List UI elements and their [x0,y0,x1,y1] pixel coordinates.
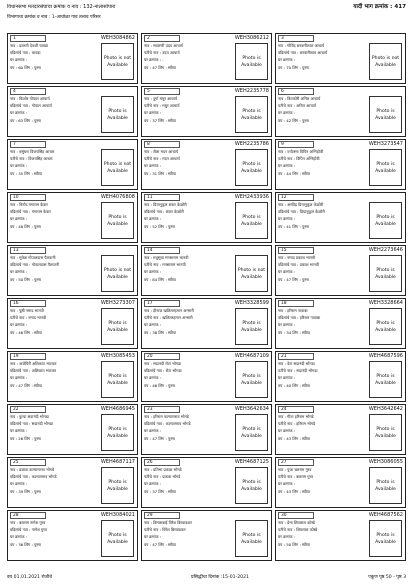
voter-age-gender: वय : 47 लिंग : स्त्रीया [10,383,42,388]
voter-relation-name: पतीचे नाव : नमाद भानवी [10,315,47,320]
voter-house-number: घर क्रमांक : [144,534,161,539]
voter-serial-number: 13 [10,247,46,254]
voter-serial-number: 24 [278,406,314,413]
voter-age-gender: वय : 37 लिंग : स्त्रीया [144,489,176,494]
voter-photo-placeholder: Photo is Available [101,361,134,398]
voter-relation-name: पतीचे नाव : शिवलाल कोस्डे [278,527,318,532]
voter-card [275,33,406,84]
voter-house-number: घर क्रमांक : - [144,57,164,62]
voter-age-gender: वय : 38 लिंग : स्त्रीया [144,330,176,335]
voter-name: नाव : प्रकाश कल्याणराव भोगडे [10,467,55,472]
voter-relation-name: वडिलांचे नाव : हरिराम नावाबा [278,315,321,320]
voter-relation-name: वडिलांचे नाव : रोटा भोगडा [144,368,182,373]
voter-epic-id: WEH3328664 [368,300,403,306]
voter-name: नाव : किशोर गोपाल आचार्य [10,96,50,101]
voter-name: नाव : दुर्गा मधुर आचार्य [144,96,177,101]
voter-photo-placeholder: Photo is Available [101,520,134,557]
voter-serial-number: 1 [10,35,46,42]
voter-house-number: घर क्रमांक : [10,110,27,115]
voter-serial-number: 6 [278,88,314,95]
footer-page-count: एकूण पृष्ठ 50 - पृष्ठ 3 [368,575,406,580]
voter-photo-placeholder: Photo is Available [101,414,134,451]
voter-photo-placeholder: Photo is Available [235,467,268,504]
voter-epic-id: WEH4687109 [234,353,269,359]
voter-epic-id: WEH3084021 [100,512,135,518]
voter-relation-name: पतीचे नाव : उदय आचार्य [144,50,180,55]
voter-photo-placeholder: Photo is Available [235,96,268,133]
voter-house-number: घर क्रमांक : [10,163,27,168]
voter-age-gender: वय : 50 लिंग : पुरुष [10,277,41,282]
footer-publication-date: प्रसिद्धीचा दिनांक :15-01-2021 [191,575,249,580]
voter-relation-name: वडिलांचे नाव : अशिकांत भाटकर [10,368,57,373]
voter-card [7,86,138,137]
voter-age-gender: वय : 41 लिंग : पुरुष [278,224,309,229]
voter-serial-number: 3 [278,35,314,42]
voter-photo-placeholder: Photo is not Available [101,149,134,186]
voter-house-number: घर क्रमांक : [278,534,295,539]
voter-photo-placeholder: Photo is Available [369,467,402,504]
voter-card [7,510,138,561]
voter-photo-placeholder: Photo is Available [101,202,134,239]
voter-photo-placeholder: Photo is not Available [101,43,134,80]
voter-epic-id: WEH4687117 [100,459,135,465]
voter-name: नाव : दशरती देवजी चावडा [10,43,48,48]
voter-serial-number: 26 [144,459,180,466]
voter-house-number: घर क्रमांक : [10,428,27,433]
voter-house-number: घर क्रमांक : [144,269,161,274]
voter-serial-number: 21 [278,353,314,360]
voter-relation-name: वडिलांचे नाव : गोपालदास पैलवानी [10,262,59,267]
voter-epic-id: WEH3086212 [234,35,269,41]
voter-house-number: घर क्रमांक : [10,322,27,327]
voter-card [275,139,406,190]
voter-serial-number: 25 [10,459,46,466]
voter-house-number: घर क्रमांक : [278,57,295,62]
voter-age-gender: वय : 46 लिंग : स्त्रीया [10,330,42,335]
voter-epic-id: WEH2235786 [234,141,269,147]
voter-age-gender: वय : 31 लिंग : स्त्रीया [144,171,176,176]
voter-relation-name: वडिलांचे नाव : प्रकाश भानवी [278,262,319,267]
voter-house-number: घर क्रमांक : [278,375,295,380]
voter-photo-placeholder: Photo is Available [235,520,268,557]
voter-name: नाव : हरिराम नावाबा [278,308,308,313]
voter-photo-placeholder: Photo is Available [369,361,402,398]
voter-age-gender: वय : 50 लिंग : स्त्रीया [278,542,310,547]
voter-card [141,245,272,296]
voter-name: नाव : हरिराम कल्याणराव भोगडे [144,414,189,419]
voter-relation-name: पतीचे नाव : मदन आचार्य [144,156,180,161]
voter-card [275,404,406,455]
footer-age-note: वय 01.01.2021 रोजीचे [7,575,53,580]
voter-house-number: घर क्रमांक : [144,216,161,221]
voter-card [275,457,406,508]
voter-epic-id: WEH2433936 [234,194,269,200]
voter-epic-id: WEH4687562 [368,512,403,518]
voter-serial-number: 10 [10,194,46,201]
voter-card-grid [7,33,406,563]
voter-house-number: घर क्रमांक : [10,57,27,62]
voter-name: नाव : अरविंद्र प्रियानुकूल केळोरी [278,202,324,207]
voter-name: नाव : प्रेमा शिवलाल कोस्डे [278,520,315,525]
voter-relation-name: वडिलांचे नाव : बनवारीलाल आचार्य [278,50,328,55]
voter-house-number: घर क्रमांक : [144,163,161,168]
voter-relation-name: पतीचे नाव : विपिन अग्निहोत्री [278,156,320,161]
voter-house-number: घर क्रमांक : [278,322,295,327]
voter-epic-id: WEH4076808 [100,194,135,200]
voter-name: नाव : वसुंधरा विजयसिंह आचरा [10,149,55,154]
voter-relation-name: वडिलांचे नाव : शंकर केळोरी [144,209,184,214]
voter-epic-id: WEH3642634 [234,406,269,412]
voter-serial-number: 14 [144,247,180,254]
voter-age-gender: वय : 36 लिंग : पुरुष [10,542,41,547]
voter-relation-name: पतीचे नाव : विरेश बिरवाडकर [144,527,186,532]
voter-name: नाव : प्रियानुकूल शंकर केळोरी [144,202,187,207]
voter-photo-placeholder: Photo is not Available [369,43,402,80]
voter-serial-number: 8 [144,141,180,148]
voter-house-number: घर क्रमांक : [10,481,27,486]
voter-house-number: घर क्रमांक : [278,481,295,486]
voter-card [141,404,272,455]
voter-age-gender: वय : 63 लिंग : पुरुष [10,118,41,123]
voter-card [7,245,138,296]
voter-relation-name: पतीचे नाव : खलिलरहमान अन्सारी [144,315,193,320]
voter-serial-number: 11 [144,194,180,201]
voter-house-number: घर क्रमांक : [278,216,295,221]
voter-epic-id: WEH3273307 [100,300,135,306]
voter-card [7,192,138,243]
voter-house-number: घर क्रमांक : [10,534,27,539]
voter-name: नाव : विमलाबाई विरेश बिरवाडकर [144,520,192,525]
voter-age-gender: वय : 42 लिंग : पुरुष [278,118,309,123]
voter-photo-placeholder: Photo is Available [235,149,268,186]
voter-house-number: घर क्रमांक : [278,269,295,274]
voter-age-gender: वय : 39 लिंग : पुरुष [10,489,41,494]
voter-age-gender: वय : 26 लिंग : पुरुष [10,436,41,441]
voter-serial-number: 7 [10,141,46,148]
voter-serial-number: 16 [10,300,46,307]
voter-epic-id: WEH4687596 [368,353,403,359]
voter-photo-placeholder: Photo is Available [369,414,402,451]
voter-name: नाव : पुजा बलराम गुरव [278,467,312,472]
voter-age-gender: वय : 43 लिंग : स्त्रीया [278,489,310,494]
voter-age-gender: वय : 47 लिंग : स्त्रीया [144,65,176,70]
voter-name: नाव : सावरणी उदय आचार्य [144,43,183,48]
voter-name: नाव : बलराम नागेश गुरव [10,520,46,525]
voter-card [7,404,138,455]
voter-relation-name: वडिलांचे नाव : कल्याणराव भोगडे [144,421,191,426]
voter-name: नाव : किरकोरी अनिल आचार्य [278,96,321,101]
voter-card [141,298,272,349]
voter-relation-name: पतीचे नाव : मनसाराम भानवी [144,262,186,267]
voter-house-number: घर क्रमांक : [10,269,27,274]
voter-epic-id: WEH4686945 [100,406,135,412]
voter-serial-number: 18 [278,300,314,307]
voter-age-gender: वय : 43 लिंग : स्त्रीया [278,436,310,441]
voter-card [275,245,406,296]
section-heading: विभागाचा क्रमांक व नाव : 1-आचोळा गाव तलाव परिसर [7,15,101,20]
voter-photo-placeholder: Photo is Available [369,520,402,557]
voter-house-number: घर क्रमांक : [278,110,295,115]
voter-house-number: घर क्रमांक : [144,481,161,486]
voter-epic-id: WEH3084862 [100,35,135,41]
voter-relation-name: वडिलांचे नाव : गोपाल आचार्य [10,103,52,108]
voter-serial-number: 22 [10,406,46,413]
voter-serial-number: 15 [278,247,314,254]
voter-photo-placeholder: Photo is Available [369,308,402,345]
voter-house-number: घर क्रमांक : [144,375,161,380]
voter-relation-name: वडिलांचे नाव : गंगाराम केकर [10,209,51,214]
voter-age-gender: वय : 60 लिंग : पुरुष [10,65,41,70]
voter-photo-placeholder: Photo is Available [235,202,268,239]
voter-card [141,351,272,402]
voter-relation-name: पतीचे नाव : मधुर आचार्य [144,103,180,108]
voter-age-gender: वय : 44 लिंग : स्त्रीया [278,171,310,176]
voter-serial-number: 19 [10,353,46,360]
voter-serial-number: 2 [144,35,180,42]
voter-serial-number: 28 [10,512,46,519]
voter-relation-name: पतीचे नाव : सदानंदी भोगडा [278,368,318,373]
voter-relation-name: पतीचे नाव : प्रकाश भोगडे [144,474,181,479]
voter-serial-number: 12 [278,194,314,201]
voter-photo-placeholder: Photo is Available [101,96,134,133]
voter-house-number: घर क्रमांक : [278,428,295,433]
voter-age-gender: वय : 37 लिंग : स्त्रीया [144,118,176,123]
voter-age-gender: वय : 52 लिंग : पुरुष [144,224,175,229]
voter-relation-name: पतीचे नाव : हरिराम भोगडे [278,421,316,426]
voter-card [141,139,272,190]
voter-house-number: घर क्रमांक : [10,216,27,221]
voter-name: नाव : शैला मदन आचार्य [144,149,179,154]
voter-age-gender: वय : 46 लिंग : पुरुष [144,383,175,388]
voter-name: नाव : पुष्ठी नमाद भानवी [10,308,44,313]
voter-card [7,139,138,190]
voter-serial-number: 29 [144,512,180,519]
voter-card [141,192,272,243]
voter-card [275,510,406,561]
voter-card [275,192,406,243]
voter-serial-number: 17 [144,300,180,307]
voter-photo-placeholder: Photo is Available [101,308,134,345]
voter-card [7,457,138,508]
voter-card [275,351,406,402]
voter-photo-placeholder: Photo is not Available [235,255,268,292]
voter-name: नाव : मुकेश गोपालदास पैलवानी [10,255,56,260]
voter-photo-placeholder: Photo is Available [235,414,268,451]
voter-card [7,351,138,402]
voter-photo-placeholder: Photo is Available [369,149,402,186]
voter-house-number: घर क्रमांक : [144,322,161,327]
voter-relation-name: पतीचे नाव : अनिल आचार्य [278,103,316,108]
voter-serial-number: 27 [278,459,314,466]
voter-epic-id: WEH3642642 [368,406,403,412]
voter-age-gender: वय : 34 लिंग : स्त्रीया [278,330,310,335]
voter-relation-name: वडिलांचे नाव : प्रियानुकूल केळोरी [278,209,325,214]
voter-card [275,86,406,137]
voter-name: नाव : विनोद गंगाराम केकर [10,202,48,207]
voter-relation-name: पतीचे नाव : बलराम गुरव [278,474,314,479]
voter-card [7,298,138,349]
voter-age-gender: वय : 40 लिंग : स्त्रीया [278,383,310,388]
voter-name: नाव : मधुसुधा मनसाराम भानवी [144,255,189,260]
voter-serial-number: 5 [144,88,180,95]
voter-serial-number: 23 [144,406,180,413]
voter-epic-id: WEH3328599 [234,300,269,306]
voter-relation-name: वडिलांचे नाव : चावडा [10,50,41,55]
voter-epic-id: WEH3086055 [368,459,403,465]
voter-serial-number: 9 [278,141,314,148]
voter-age-gender: वय : 48 लिंग : पुरुष [10,224,41,229]
voter-epic-id: WEH4687125 [234,459,269,465]
voter-photo-placeholder: Photo is not Available [101,255,134,292]
voter-relation-name: वडिलांचे नाव : कल्याणराव भोगडे [10,474,57,479]
voter-photo-placeholder: Photo is Available [101,467,134,504]
voter-photo-placeholder: Photo is Available [235,308,268,345]
voter-name: नाव : अजेयिरी अशिकांत भाटकर [10,361,57,366]
voter-epic-id: WEH2235778 [234,88,269,94]
constituency-heading: विधानसभा मतदारसंघाचा क्रमांक व नाव : 132-नालासोपारा [7,4,116,10]
voter-card [7,33,138,84]
voter-age-gender: वय : 47 लिंग : पुरुष [278,277,309,282]
voter-house-number: घर क्रमांक : [144,428,161,433]
voter-age-gender: वय : 70 लिंग : पुरुष [278,65,309,70]
voter-photo-placeholder: Photo is Available [235,43,268,80]
voter-name: नाव : ज्योत्स्ना विपिन अग्निहोत्री [278,149,323,154]
voter-card [141,86,272,137]
voter-age-gender: वय : 84 लिंग : स्त्रीया [144,277,176,282]
voter-name: नाव : वेटा सदानंदी भोगडा [278,361,315,366]
voter-name: नाव : सदानंदी रोटा भोगडा [144,361,182,366]
voter-name: नाव : गीता हरिराम भोगडे [278,414,314,419]
voter-photo-placeholder: Photo is Available [235,361,268,398]
voter-photo-placeholder: Photo is Available [369,255,402,292]
voter-card [141,510,272,561]
voter-name: नाव : नमाद प्रकाश भानवी [278,255,316,260]
voter-serial-number: 4 [10,88,46,95]
voter-photo-placeholder: Photo is Available [369,96,402,133]
voter-card [141,33,272,84]
part-number-heading: यादी भाग क्रमांक : 417 [353,4,406,10]
voter-house-number: घर क्रमांक : [10,375,27,380]
voter-serial-number: 30 [278,512,314,519]
voter-house-number: घर क्रमांक : [278,163,295,168]
voter-card [141,457,272,508]
voter-house-number: घर क्रमांक : [144,110,161,115]
voter-epic-id: WEH3273547 [368,141,403,147]
voter-relation-name: पतीचे नाव : विजयसिंह आचरा [10,156,53,161]
voter-relation-name: वडिलांचे नाव : सदानंदी भोगडा [10,421,53,426]
voter-card [275,298,406,349]
voter-name: नाव : गोविंद बनवारीलाल आचार्य [278,43,325,48]
voter-age-gender: वय : 47 लिंग : पुरुष [144,436,175,441]
voter-serial-number: 20 [144,353,180,360]
voter-age-gender: वय : 35 लिंग : स्त्रीया [10,171,42,176]
voter-name: नाव : कुन्दा सदानंदी भोगडा [10,414,49,419]
voter-photo-placeholder: Photo is Available [369,202,402,239]
voter-epic-id: WEH3085453 [100,353,135,359]
voter-relation-name: वडिलांचे नाव : नागेश गुरव [10,527,47,532]
voter-name: नाव : प्रतिभा प्रकाश भोगडे [144,467,182,472]
voter-name: नाव : हीनाज़ खलिलरहमान अन्सारी [144,308,194,313]
voter-age-gender: वय : 47 लिंग : स्त्रीया [144,542,176,547]
voter-epic-id: WEH2273646 [368,247,403,253]
